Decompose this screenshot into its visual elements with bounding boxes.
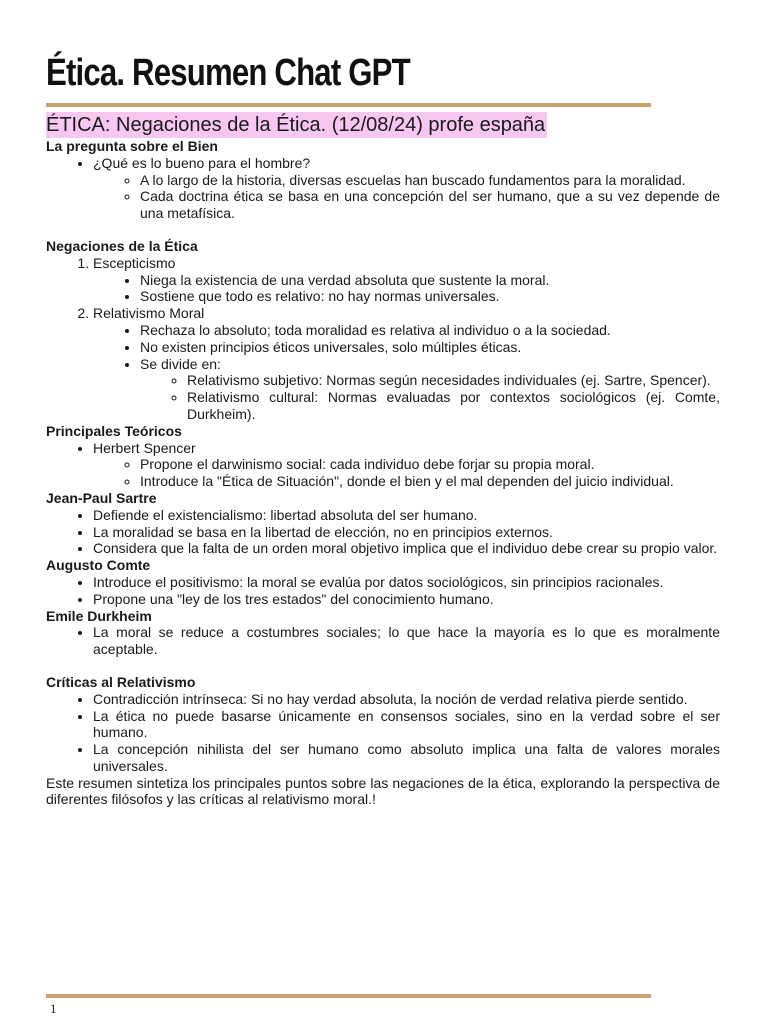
list-item: ◦ Cada doctrina ética se basa en una concepción del ser humano, que a su vez depende de una metafísica.: [140, 188, 720, 222]
teoricos-heading: Principales Teóricos: [46, 422, 182, 439]
bien-sublist: [93, 172, 720, 222]
list-item: • Niega la existencia de una verdad absoluta que sustente la moral.: [140, 272, 720, 289]
list-item: • Se divide en: ◦ Relativismo subjetivo: Normas según necesidades individuales (ej. Sartre, Spencer). ◦ Relativismo cultural: Normas evaluadas por contextos sociológicos (ej. Comte, Durkheim).: [140, 356, 720, 423]
document-body: [46, 112, 720, 808]
list-item: ◦ Introduce la "Ética de Situación", donde el bien y el mal dependen del juicio individual.: [140, 473, 720, 490]
relativismo-sublist: [93, 322, 720, 423]
list-item: • ¿Qué es lo bueno para el hombre? ◦ A lo largo de la historia, diversas escuelas han buscado fundamentos para la moralidad. ◦ Cada doctrina ética se basa en una concepción del ser humano, que a su vez depende de una metafísica.: [93, 155, 720, 222]
list-item: • Rechaza lo absoluto; toda moralidad es relativa al individuo o a la sociedad.: [140, 322, 720, 339]
bien-list: [46, 155, 720, 222]
relativismo-types: [140, 372, 720, 422]
escepticismo-sublist: [93, 272, 720, 306]
list-item: • Considera que la falta de un orden moral objetivo implica que el individuo debe crear su propio valor.: [93, 540, 720, 557]
durkheim-list: [46, 624, 720, 658]
comte-heading: Augusto Comte: [46, 557, 151, 574]
list-item: 2. Relativismo Moral • Rechaza lo absoluto; toda moralidad es relativa al individuo o a la sociedad. • No existen principios éticos universales, solo múltiples éticas. • Se divide en: ◦ Relativismo subjetivo: Normas según necesidades individuales (ej. Sartre, Spencer). ◦ Relativismo cultural: Normas evaluadas por contextos sociológicos (ej. Comte, Durkheim).: [93, 305, 720, 423]
criticas-heading: Críticas al Relativismo: [46, 673, 196, 690]
list-item: ◦ Relativismo cultural: Normas evaluadas por contextos sociológicos (ej. Comte, Durkheim).: [187, 389, 720, 423]
bien-heading: La pregunta sobre el Bien: [46, 138, 218, 154]
list-item: • Defiende el existencialismo: libertad absoluta del ser humano.: [93, 507, 720, 524]
list-item: ◦ A lo largo de la historia, diversas escuelas han buscado fundamentos para la moralidad.: [140, 172, 720, 189]
closing-paragraph: Este resumen sintetiza los principales puntos sobre las negaciones de la ética, explorando la perspectiva de diferentes filósofos y las críticas al relativismo moral.!: [46, 774, 720, 808]
list-item: ◦ Propone el darwinismo social: cada individuo debe forjar su propia moral.: [140, 456, 720, 473]
page-number: 1: [50, 1001, 57, 1016]
list-item: • La moral se reduce a costumbres sociales; lo que hace la mayoría es lo que es moralmente aceptable.: [93, 624, 720, 658]
list-item: • La concepción nihilista del ser humano como absoluto implica una falta de valores morales universales.: [93, 741, 720, 775]
sartre-list: [46, 507, 720, 557]
list-item: • La moralidad se basa en la libertad de elección, no en principios externos.: [93, 524, 720, 541]
list-item: ◦ Relativismo subjetivo: Normas según necesidades individuales (ej. Sartre, Spencer).: [187, 372, 720, 389]
criticas-list: [46, 691, 720, 775]
negaciones-heading: Negaciones de la Ética: [46, 237, 198, 254]
list-item: • Introduce el positivismo: la moral se evalúa por datos sociológicos, sin principios racionales.: [93, 574, 720, 591]
bottom-divider: [46, 994, 651, 998]
list-item: • Herbert Spencer ◦ Propone el darwinismo social: cada individuo debe forjar su propia moral. ◦ Introduce la "Ética de Situación", donde el bien y el mal dependen del juicio individual.: [93, 440, 720, 490]
spencer-sublist: [93, 456, 720, 490]
list-item: • Contradicción intrínseca: Si no hay verdad absoluta, la noción de verdad relativa pierde sentido.: [93, 691, 720, 708]
spacer: [46, 222, 720, 238]
document-title: Ética. Resumen Chat GPT: [46, 52, 410, 94]
list-item: • No existen principios éticos universales, solo múltiples éticas.: [140, 339, 720, 356]
list-item: • Sostiene que todo es relativo: no hay normas universales.: [140, 288, 720, 305]
spacer: [46, 658, 720, 674]
teoricos-list: [46, 440, 720, 490]
section-heading: ÉTICA: Negaciones de la Ética. (12/08/24) profe españa: [46, 114, 546, 136]
negaciones-list: [46, 255, 720, 423]
top-divider: [46, 103, 651, 107]
durkheim-heading: Emile Durkheim: [46, 607, 152, 624]
list-item: • La ética no puede basarse únicamente en consensos sociales, sino en la verdad sobre el ser humano.: [93, 708, 720, 742]
sartre-heading: Jean-Paul Sartre: [46, 489, 157, 506]
comte-list: [46, 574, 720, 608]
list-item: • Propone una "ley de los tres estados" del conocimiento humano.: [93, 591, 720, 608]
list-item: 1. Escepticismo • Niega la existencia de una verdad absoluta que sustente la moral. • Sostiene que todo es relativo: no hay normas universales.: [93, 255, 720, 305]
